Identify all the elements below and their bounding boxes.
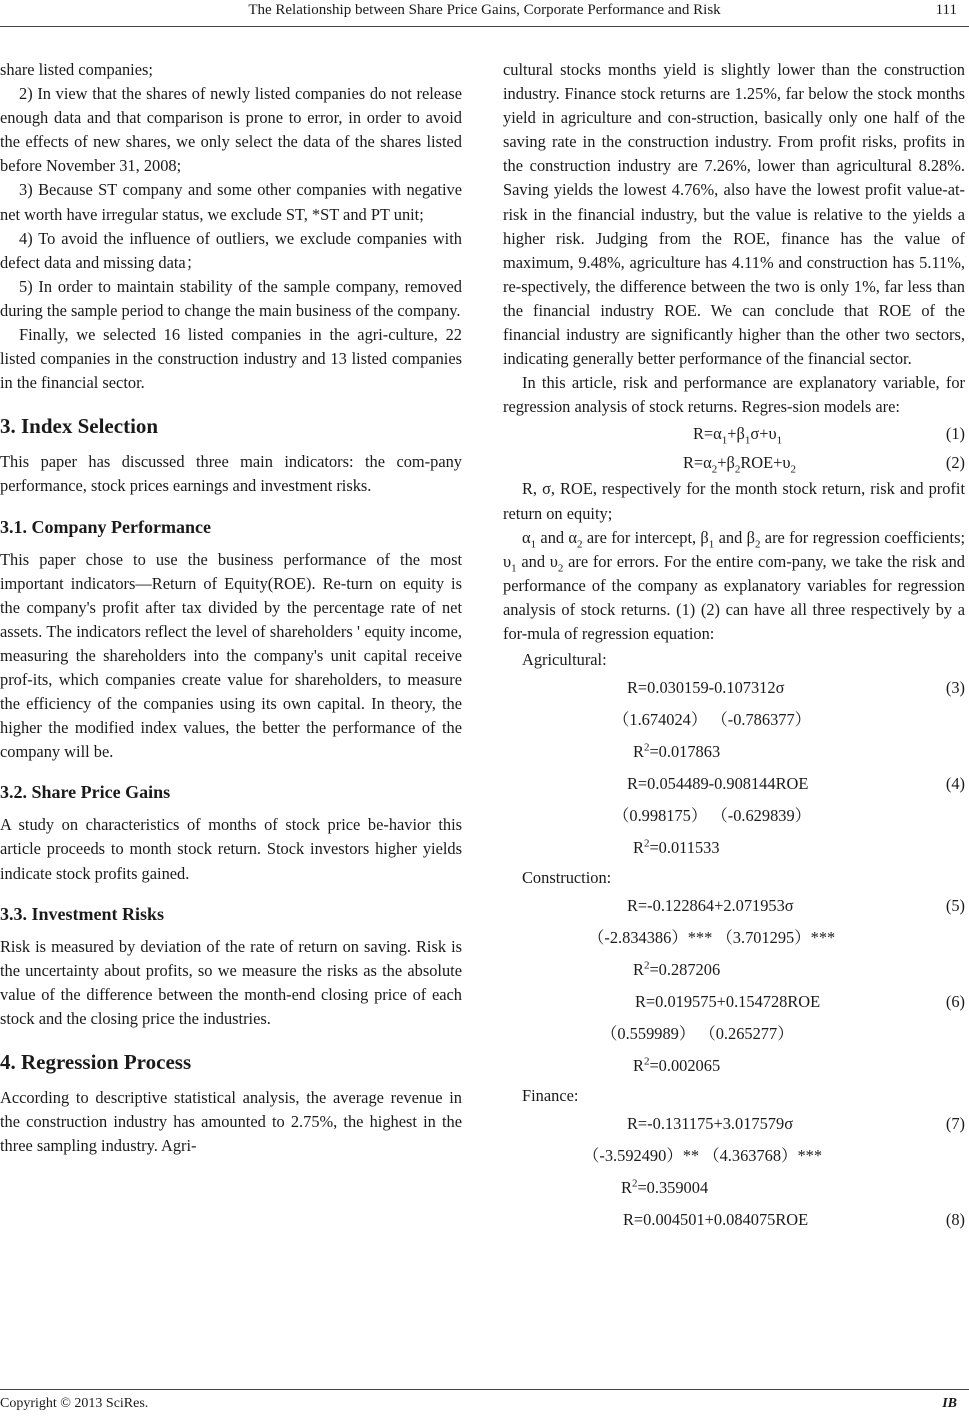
equation-number: (2): [945, 453, 965, 473]
paragraph: A study on characteristics of months of stock price be-havior this article proceeds to month stock return. Stock investors higher yields indicate stock profits gained.: [0, 815, 462, 883]
right-column: [503, 58, 965, 1236]
equation-7: R=-0.131175+3.017579σ (7): [627, 1114, 965, 1134]
paragraph: According to descriptive statistical analysis, the average revenue in the construction industry has amounted to 2.75%, the highest in the three sampling industry. Agri-: [0, 1088, 462, 1156]
r-squared: $R^2=0.359004$: [621, 1177, 709, 1198]
page-number: 111: [935, 2, 957, 18]
journal-abbreviation: IB: [942, 1396, 957, 1411]
paragraph: $\alpha_1$ and $\alpha_2$ are for intercept, $\beta_1$ and $\beta_2$ are for regression coefficients; $\upsilon_1$ and $\upsilon_2$ are for errors. For the entire com-pany, we take the risk and performance of the company as explanatory variables for regression analysis of stock returns. (1) (2) can have all three respectively by a for-mula of regression equation:: [503, 527, 966, 643]
left-column: [0, 58, 462, 1158]
r-squared: $R^2=0.287206$: [633, 959, 721, 980]
paragraph: This paper has discussed three main indicators: the com-pany performance, stock prices earnings and investment risks.: [0, 452, 462, 496]
group-label-agricultural: Agricultural:: [522, 650, 607, 670]
criteria-item-5: 5) In order to maintain stability of the sample company, removed during the sample period to change the main business of the company.: [0, 276, 462, 320]
subsection-heading: 3.1. Company Performance: [0, 516, 211, 537]
equation-number: (1): [945, 424, 965, 444]
equation-5: R=-0.122864+2.071953σ (5): [627, 896, 965, 916]
equation-6: R=0.019575+0.154728ROE (6): [635, 992, 965, 1012]
group-label-construction: Construction:: [522, 868, 612, 888]
section-heading: 3. Index Selection: [0, 414, 159, 439]
t-statistics: （0.998175） （-0.629839）: [613, 806, 812, 826]
footer-rule: [0, 1389, 969, 1390]
running-header-title: The Relationship between Share Price Gains, Corporate Performance and Risk: [248, 2, 721, 18]
criteria-item-2: 2) In view that the shares of newly listed companies do not release enough data and that comparison is prone to error, in order to avoid the effects of new shares, we only select the data of the shares listed before November 31, 2008;: [0, 84, 462, 176]
criteria-item-3: 3) Because ST company and some other companies with negative net worth have irregular status, we exclude ST, *ST and PT unit;: [0, 180, 462, 224]
subsection-heading: 3.2. Share Price Gains: [0, 782, 171, 803]
equation-4: R=0.054489-0.908144ROE (4): [627, 774, 965, 794]
r-squared: $R^2=0.017863$: [633, 741, 721, 762]
group-label-finance: Finance:: [522, 1086, 579, 1106]
t-statistics: （1.674024） （-0.786377）: [613, 710, 812, 730]
equation-2: $R=\alpha_2+\beta_2ROE+\upsilon_2$ (2): [503, 448, 965, 477]
criteria-item-4: 4) To avoid the influence of outliers, we exclude companies with defect data and missing data；: [0, 228, 462, 272]
header-rule: [0, 26, 969, 27]
paragraph: Finally, we selected 16 listed companies in the agri-culture, 22 listed companies in the construction industry and 13 listed companies in the financial sector.: [0, 325, 462, 393]
paragraph: cultural stocks months yield is slightly lower than the construction industry. Finance stock returns are 1.25%, far below the stock months yield in agriculture and con-struction, basically only one half of the saving rate in the construction industry. From profit risks, profits in the construction industry are 7.26%, lower than agricultural 8.28%. Saving yields the lowest 4.76%, also have the lowest profit value-at-risk in the financial industry, but the value is relative to the yields a higher risk. Judging from the ROE, finance has the value of maximum, 9.48%, agriculture has 4.11% and construction has 5.11%, re-spectively, the difference between the two is only 1%, far less than the financial industry ROE. We can conclude that ROE of the financial industry are significantly higher than the other two sectors, indicating generally better performance of the financial sector.: [503, 60, 965, 369]
subsection-heading: 3.3. Investment Risks: [0, 903, 165, 924]
section-heading: 4. Regression Process: [0, 1050, 192, 1074]
paragraph: In this article, risk and performance are explanatory variable, for regression analysis of stock returns. Regres-sion models are:: [503, 373, 965, 417]
r-squared: $R^2=0.011533$: [633, 837, 720, 858]
paragraph: Risk is measured by deviation of the rate of return on saving. Risk is the uncertainty about profits, so we measure the risks as the absolute value of the difference between the month-end closing price of each stock and the closing price the industries.: [0, 936, 462, 1028]
paragraph: share listed companies;: [0, 60, 153, 79]
equation-8: R=0.004501+0.084075ROE (8): [623, 1210, 965, 1230]
copyright: Copyright © 2013 SciRes.: [0, 1396, 149, 1411]
t-statistics: （-2.834386）*** （3.701295）***: [588, 928, 836, 948]
t-statistics: （0.559989） （0.265277）: [601, 1024, 794, 1044]
r-squared: $R^2=0.002065$: [633, 1055, 721, 1076]
equation-1: $R=\alpha_1+\beta_1\sigma+\upsilon_1$ (1): [503, 419, 965, 448]
t-statistics: （-3.592490）** （4.363768）***: [583, 1146, 823, 1166]
equation-3: R=0.030159-0.107312σ (3): [627, 678, 965, 698]
paragraph: This paper chose to use the business performance of the most important indicators—Return of Equity(ROE). Re-turn on equity is the company's profit after tax divided by the percentage rate of net assets. The indicators reflect the level of shareholders ' equity income, measuring the shareholders into the company's unit capital receive prof-its, which companies create value for shareholders, to measure the efficiency of the companies using its own capital. In theory, the higher the modified index values, the better the performance of the company will be.: [0, 549, 462, 762]
paragraph: R, σ, ROE, respectively for the month stock return, risk and profit return on equity;: [503, 479, 965, 523]
